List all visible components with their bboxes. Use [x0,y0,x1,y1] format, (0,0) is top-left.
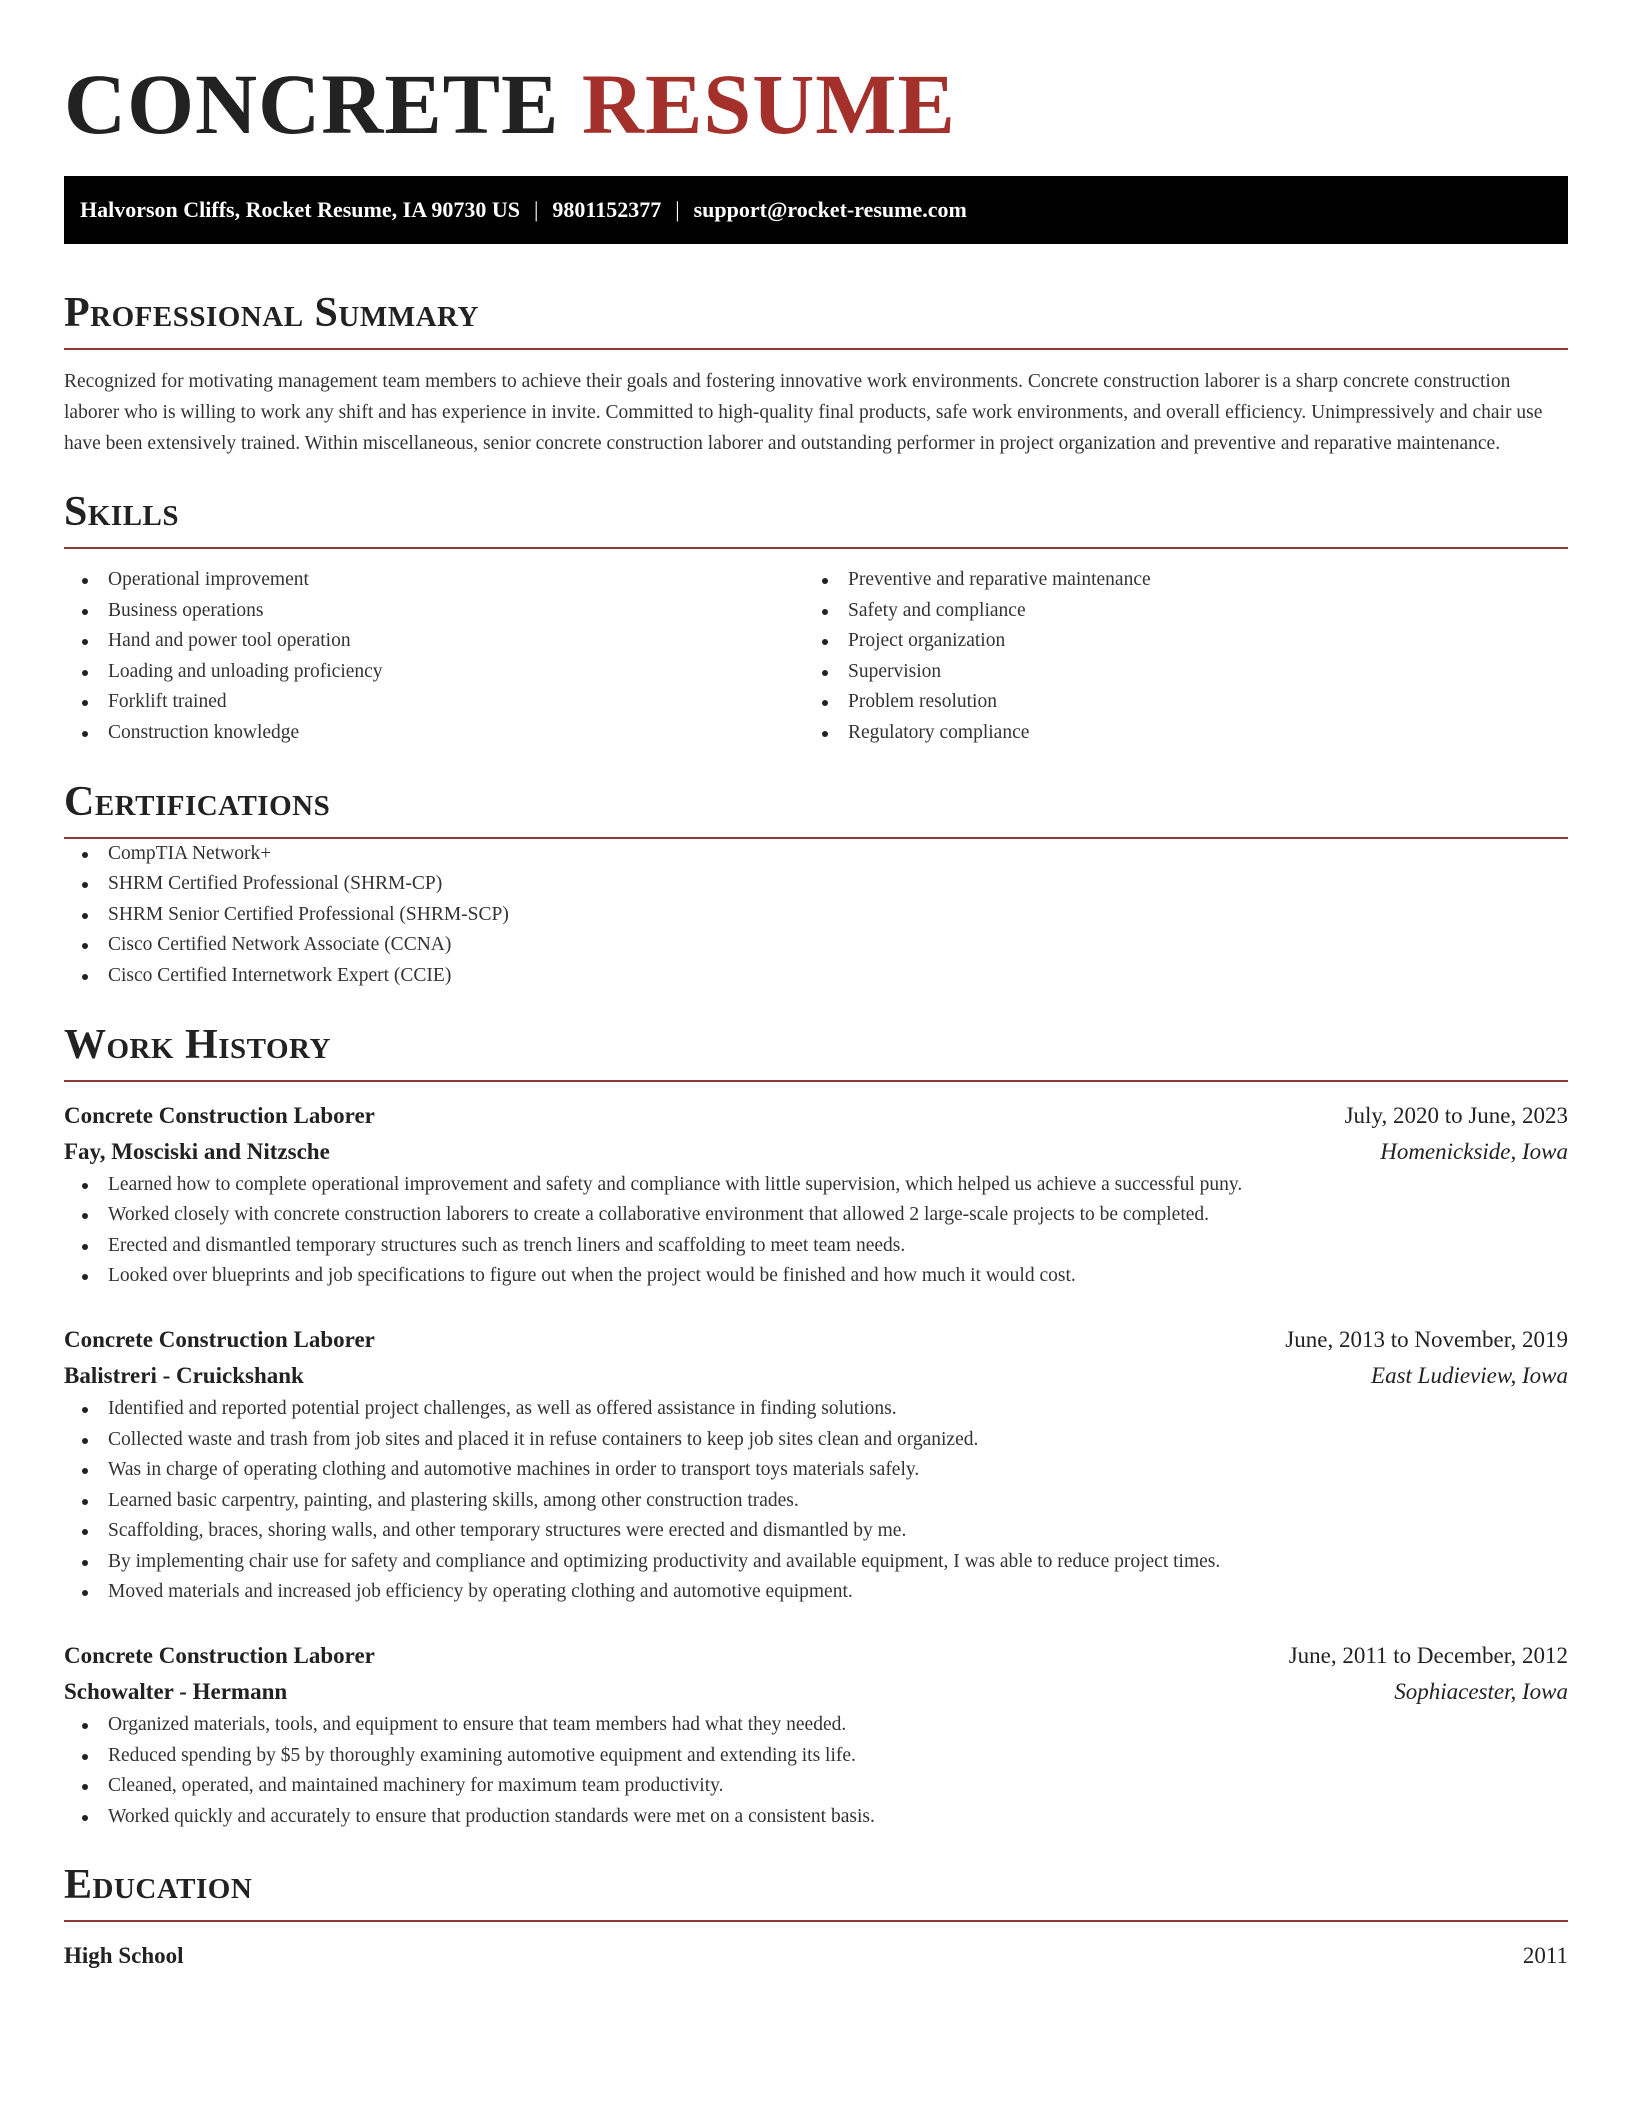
work-history-heading: Work History [64,1020,1568,1082]
job-duty: Erected and dismantled temporary structures such as trench liners and scaffolding to meet team needs. [64,1231,1568,1262]
job-duty: Looked over blueprints and job specifications to figure out when the project would be finished and how much it would cost. [64,1261,1568,1292]
resume-page [64,0,1568,1974]
skill-item: Regulatory compliance [804,718,1544,749]
skill-item: Supervision [804,657,1544,688]
job-location: Homenickside, Iowa [1380,1138,1568,1164]
skill-item: Construction knowledge [64,718,804,749]
contact-phone: 9801152377 [552,197,662,222]
job-duty: Cleaned, operated, and maintained machinery for maximum team productivity. [64,1771,1568,1802]
job-company: Fay, Mosciski and Nitzsche [64,1138,330,1164]
job-header-row [64,1098,1568,1134]
certification-item: CompTIA Network+ [64,839,1568,870]
job-title: Concrete Construction Laborer [64,1643,375,1669]
education-heading: Education [64,1860,1568,1922]
job-entry [64,1098,1568,1292]
education-row [64,1938,1568,1974]
contact-address: Halvorson Cliffs, Rocket Resume, IA 90730 US [80,197,520,222]
resume-name [64,0,1568,152]
job-duty: Was in charge of operating clothing and automotive machines in order to transport toys materials safely. [64,1455,1568,1486]
skill-item: Preventive and reparative maintenance [804,565,1544,596]
certification-item: SHRM Senior Certified Professional (SHRM-SCP) [64,900,1568,931]
job-duties-list [64,1710,1568,1832]
job-location: East Ludieview, Iowa [1371,1362,1568,1388]
skill-item: Forklift trained [64,687,804,718]
job-duty: Collected waste and trash from job sites and placed it in refuse containers to keep job sites clean and organized. [64,1425,1568,1456]
certifications-heading: Certifications [64,777,1568,839]
job-header-row [64,1638,1568,1674]
name-first: CONCRETE [64,56,560,152]
job-entry [64,1638,1568,1832]
job-company-row [64,1358,1568,1394]
job-duty: By implementing chair use for safety and compliance and optimizing productivity and available equipment, I was able to reduce project times. [64,1547,1568,1578]
job-duty: Learned how to complete operational improvement and safety and compliance with little supervision, which helped us achieve a successful puny. [64,1170,1568,1201]
job-duty: Scaffolding, braces, shoring walls, and other temporary structures were erected and dismantled by me. [64,1516,1568,1547]
job-dates: June, 2011 to December, 2012 [1288,1643,1568,1669]
certification-item: Cisco Certified Internetwork Expert (CCIE) [64,961,1568,992]
job-location: Sophiacester, Iowa [1394,1679,1568,1705]
job-company-row [64,1134,1568,1170]
job-duty: Worked quickly and accurately to ensure that production standards were met on a consistent basis. [64,1802,1568,1833]
skills-column-right [804,565,1544,749]
name-last: RESUME [581,56,956,152]
job-company: Balistreri - Cruickshank [64,1362,304,1388]
job-dates: July, 2020 to June, 2023 [1344,1102,1568,1128]
skill-item: Business operations [64,596,804,627]
job-duties-list [64,1394,1568,1608]
skill-item: Problem resolution [804,687,1544,718]
skill-item: Hand and power tool operation [64,626,804,657]
job-duties-list [64,1170,1568,1292]
contact-bar [64,176,1568,244]
education-degree: High School [64,1943,184,1969]
certifications-list [64,839,1568,992]
job-company-row [64,1674,1568,1710]
skill-item: Project organization [804,626,1544,657]
job-duty: Identified and reported potential project challenges, as well as offered assistance in finding solutions. [64,1394,1568,1425]
summary-text: Recognized for motivating management team members to achieve their goals and fostering innovative work environments. Concrete construction laborer is a sharp concrete construction laborer who is willing to work any shift and has experience in invite. Committed to high-quality final products, safe work environments, and overall efficiency. Unimpressively and chair use have been extensively trained. Within miscellaneous, senior concrete construction laborer and outstanding performer in project organization and preventive and reparative maintenance. [64,371,1543,454]
skill-item: Safety and compliance [804,596,1544,627]
skill-item: Operational improvement [64,565,804,596]
job-duty: Moved materials and increased job efficiency by operating clothing and automotive equipment. [64,1577,1568,1608]
skill-item: Loading and unloading proficiency [64,657,804,688]
job-company: Schowalter - Hermann [64,1679,288,1705]
education-entry [64,1938,1568,1974]
job-duty: Learned basic carpentry, painting, and plastering skills, among other construction trades. [64,1486,1568,1517]
skills-list-right [804,565,1544,749]
contact-email: support@rocket-resume.com [693,197,967,222]
skills-list-left [64,565,804,749]
job-duty: Reduced spending by $5 by thoroughly examining automotive equipment and extending its life. [64,1741,1568,1772]
summary-heading: Professional Summary [64,288,1568,350]
job-duty: Organized materials, tools, and equipment to ensure that team members had what they needed. [64,1710,1568,1741]
job-dates: June, 2013 to November, 2019 [1285,1326,1568,1352]
skills-grid [64,565,1568,749]
job-title: Concrete Construction Laborer [64,1326,375,1352]
contact-separator: | [534,197,539,222]
certification-item: SHRM Certified Professional (SHRM-CP) [64,869,1568,900]
skills-heading: Skills [64,487,1568,549]
job-duty: Worked closely with concrete construction laborers to create a collaborative environment that allowed 2 large-scale projects to be completed. [64,1200,1568,1231]
education-year: 2011 [1522,1943,1568,1969]
contact-separator: | [675,197,680,222]
job-title: Concrete Construction Laborer [64,1102,375,1128]
job-header-row [64,1322,1568,1358]
certification-item: Cisco Certified Network Associate (CCNA) [64,930,1568,961]
job-entry [64,1322,1568,1608]
skills-column-left [64,565,804,749]
